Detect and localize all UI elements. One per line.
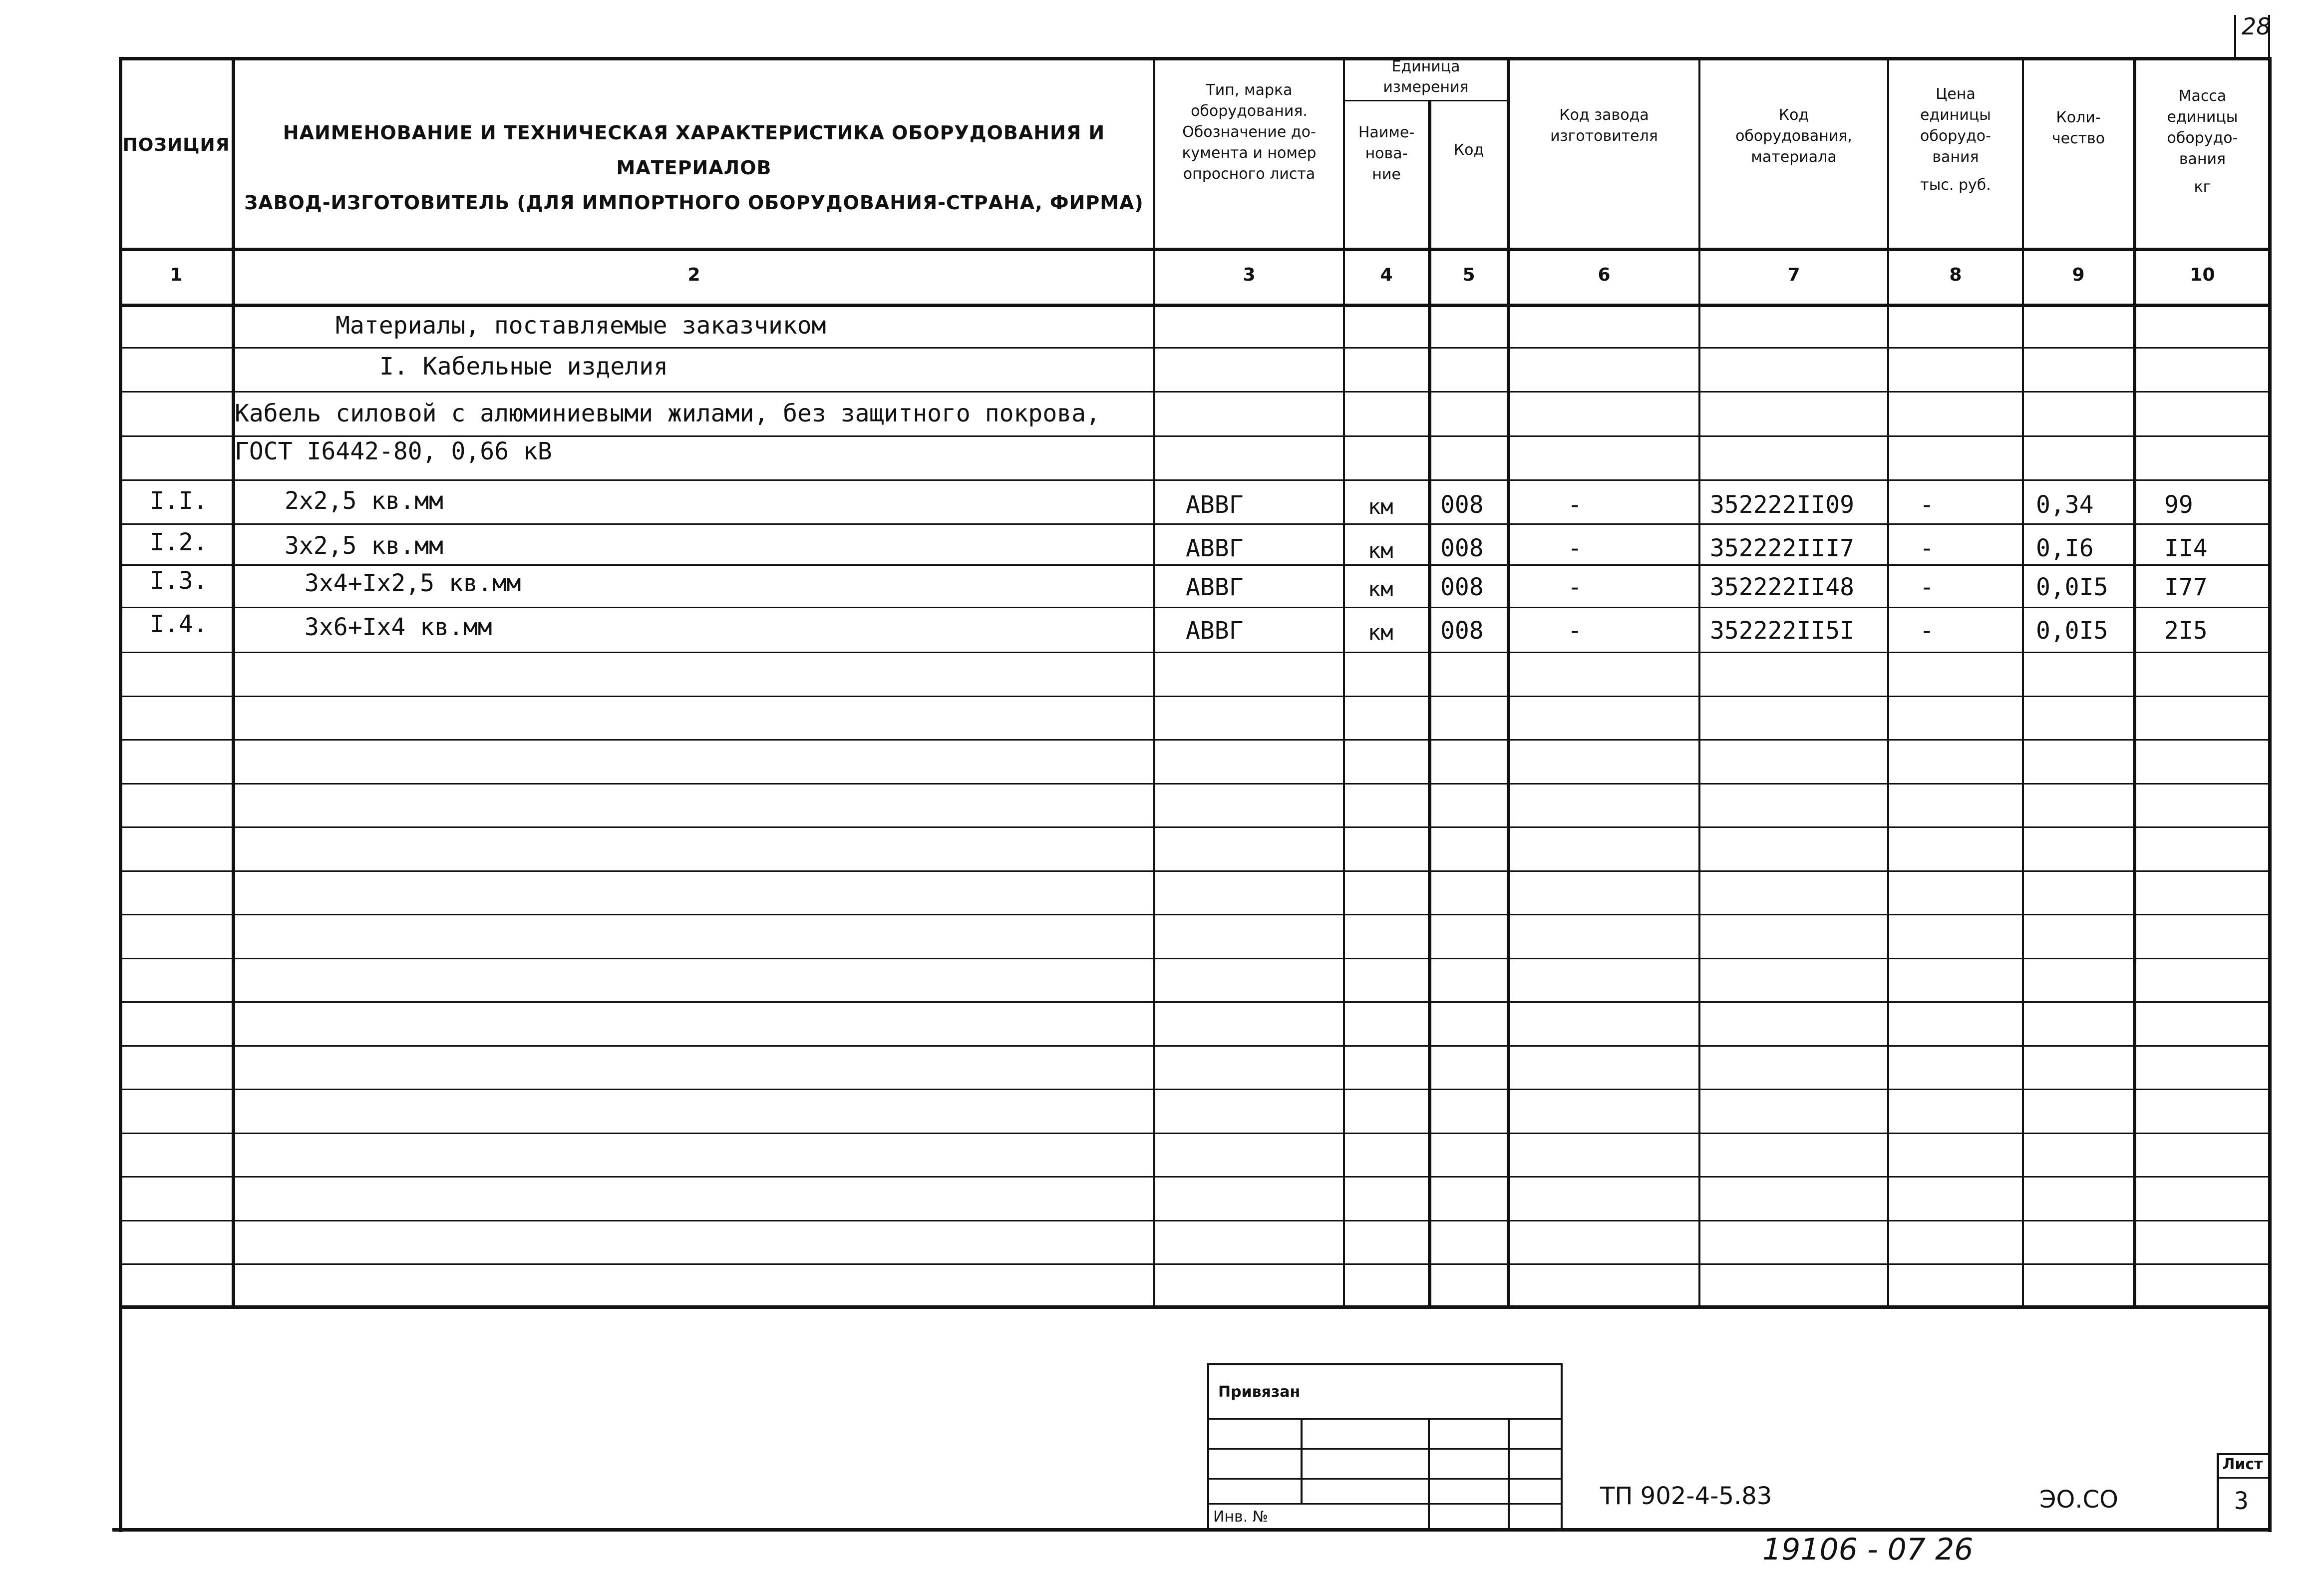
row-price: - [1920,491,1934,519]
row-line [119,1001,2272,1003]
cable-description-line2: ГОСТ I6442-80, 0,66 кВ [235,437,552,465]
column-number: 2 [687,265,700,285]
row-line [119,914,2272,915]
row-line [119,1220,2272,1221]
row-material-code: 352222II09 [1710,491,1854,519]
header-position: ПОЗИЦИЯ [122,135,230,155]
row-line [119,523,2272,525]
row-line [119,607,2272,608]
row-line [119,1263,2272,1265]
row-type: АВВГ [1186,491,1244,519]
sheet-number: 3 [2234,1487,2249,1515]
row-line [119,1089,2272,1090]
column-number: 7 [1787,265,1800,285]
unit-group-divider [1343,100,1508,101]
row-type: АВВГ [1186,617,1244,645]
row-name: 3х6+Iх4 кв.мм [305,613,492,641]
document-code: ТП 902-4-5.83 [1600,1482,1772,1510]
row-unit: км [1368,538,1393,563]
row-name: 3х4+Iх2,5 кв.мм [305,569,521,597]
frame-top-border [119,57,2272,60]
row-position: I.4. [150,610,208,638]
frame-bottom-border [112,1528,2272,1532]
inventory-label: Инв. № [1213,1508,1269,1526]
stamp-col-line [1428,1418,1430,1528]
row-material-code: 352222III7 [1710,534,1854,562]
column-number: 1 [170,265,183,285]
header-price: Цена единицы оборудо- вания тыс. руб. [1920,85,1991,194]
row-code: 008 [1440,491,1484,519]
table-bottom-line [119,1305,2272,1309]
row-price: - [1920,573,1934,601]
row-material-code: 352222II48 [1710,573,1854,601]
row-price: - [1920,534,1934,562]
stamp-col-line [1301,1418,1303,1503]
col-divider-2 [1153,59,1155,1308]
row-position: I.3. [150,567,208,595]
row-line [119,739,2272,741]
row-line [119,1176,2272,1178]
col-divider-6 [1698,59,1700,1308]
row-factory: - [1568,534,1582,562]
row-quantity: 0,34 [2036,491,2094,519]
header-unit-code: Код [1453,141,1484,159]
header-material-code: Код оборудования, материала [1735,106,1852,166]
col-divider-1 [232,59,235,1308]
header-quantity: Коли- чество [2051,109,2105,147]
section-materials-title: Материалы, поставляемые заказчиком [335,312,826,340]
col-divider-7 [1887,59,1889,1308]
row-name: 3х2,5 кв.мм [285,532,443,560]
row-line [119,435,2272,437]
row-mass: 99 [2164,491,2193,519]
column-number: 4 [1380,265,1393,285]
numbers-bottom-line [119,304,2272,307]
row-line [119,783,2272,785]
row-line [119,1045,2272,1047]
row-factory: - [1568,491,1582,519]
column-number: 6 [1598,265,1611,285]
header-name-line1: НАИМЕНОВАНИЕ И ТЕХНИЧЕСКАЯ ХАРАКТЕРИСТИКА ОБОРУДОВАНИЯ И [283,122,1105,144]
header-bottom-line [119,248,2272,251]
row-unit: км [1368,577,1393,601]
row-code: 008 [1440,617,1484,645]
row-line [119,958,2272,959]
row-unit: км [1368,494,1393,519]
header-unit-group: Единица измерения [1383,58,1469,96]
sheet-label: Лист [2222,1456,2263,1473]
row-line [119,479,2272,481]
header-type: Тип, марка оборудования. Обозначение до- кумента и номер опросного листа [1182,81,1317,183]
row-line [119,564,2272,566]
row-quantity: 0,I6 [2036,534,2094,562]
header-factory-code: Код завода изготовителя [1550,106,1658,145]
row-line [119,347,2272,349]
row-name: 2х2,5 кв.мм [285,487,443,515]
row-quantity: 0,0I5 [2036,573,2108,601]
bound-label: Привязан [1218,1383,1301,1401]
row-type: АВВГ [1186,534,1244,562]
cable-description-line1: Кабель силовой с алюминиевыми жилами, без защитного покрова, [235,399,1100,427]
row-line [119,826,2272,828]
col-divider-5 [1507,59,1510,1308]
row-line [119,652,2272,653]
col-divider-9 [2133,59,2136,1308]
stamp-col-line [1508,1418,1510,1528]
row-material-code: 352222II5I [1710,617,1854,645]
row-factory: - [1568,617,1582,645]
row-price: - [1920,617,1934,645]
column-number: 3 [1243,265,1256,285]
col-divider-8 [2022,59,2024,1308]
frame-right-border [2268,59,2272,1532]
row-position: I.2. [150,528,208,556]
section-cable-title: I. Кабельные изделия [379,353,668,381]
archive-number: 19106 - 07 26 [1762,1532,1974,1567]
column-number: 10 [2190,265,2215,285]
column-number: 8 [1949,265,1962,285]
column-number: 5 [1462,265,1475,285]
row-code: 008 [1440,573,1484,601]
header-name-line3: ЗАВОД-ИЗГОТОВИТЕЛЬ (ДЛЯ ИМПОРТНОГО ОБОРУДОВАНИЯ-СТРАНА, ФИРМА) [244,192,1144,214]
sheet-code: ЭО.СО [2039,1486,2118,1514]
header-mass: Масса единицы оборудо- вания кг [2167,87,2238,196]
row-quantity: 0,0I5 [2036,617,2108,645]
sheet-box-line [2217,1477,2270,1479]
row-line [119,391,2272,393]
column-number: 9 [2072,265,2085,285]
row-mass: 2I5 [2164,617,2208,645]
header-unit-name: Наиме- нова- ние [1358,124,1415,183]
row-mass: II4 [2164,534,2208,562]
row-type: АВВГ [1186,573,1244,601]
row-position: I.I. [150,487,208,515]
header-name-line2: МАТЕРИАЛОВ [616,157,772,179]
col-divider-3 [1343,59,1345,1308]
row-mass: I77 [2164,573,2208,601]
row-line [119,1133,2272,1134]
row-line [119,870,2272,872]
sheet-mark: 28 [2242,13,2271,40]
sheet-mark-line [2234,15,2236,58]
row-code: 008 [1440,534,1484,562]
row-factory: - [1568,573,1582,601]
row-unit: км [1368,620,1393,645]
row-line [119,696,2272,697]
